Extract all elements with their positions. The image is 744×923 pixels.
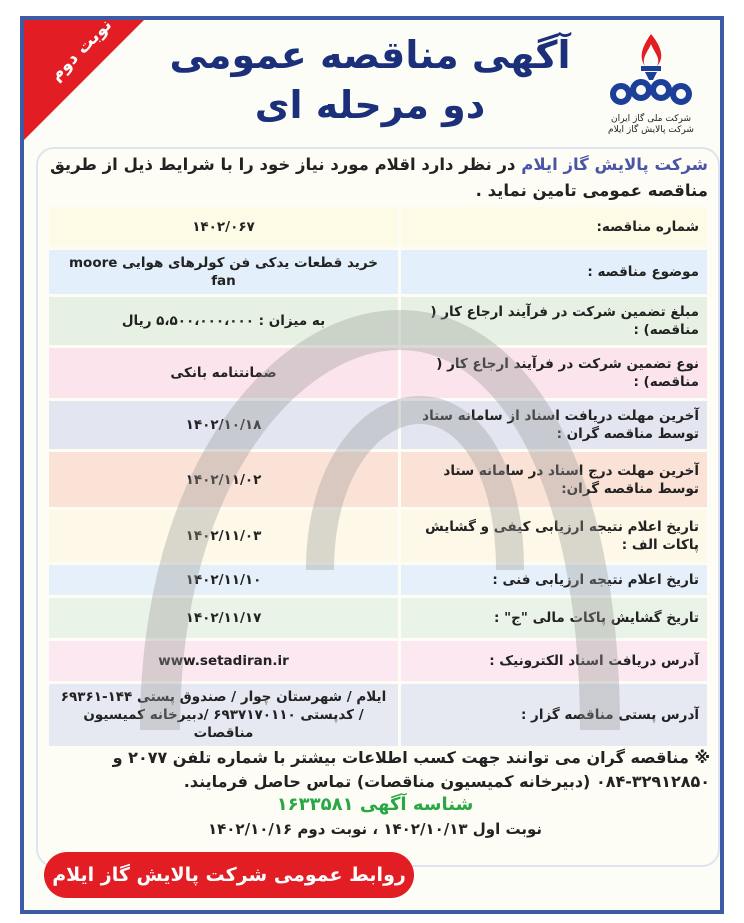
row-label: مبلغ تضمین شرکت در فرآیند ارجاع کار ( مناقصه) : [401,297,707,345]
table-row [49,565,707,595]
table-row [49,250,707,294]
badge-text: نوبت دوم [45,14,117,86]
row-value: خرید قطعات یدکی فن کولرهای هوایی moore fan [49,250,398,294]
row-label: آخرین مهلت دریافت اسناد از سامانه ستاد توسط مناقصه گران : [401,401,707,449]
row-label: تاریخ اعلام نتیجه ارزیابی کیفی و گشایش پاکات الف : [401,510,707,562]
row-label: موضوع مناقصه : [401,250,707,294]
intro-company: شرکت پالایش گاز ایلام [521,155,708,174]
publish-dates: نوبت اول ۱۴۰۲/۱۰/۱۳ ، نوبت دوم ۱۴۰۲/۱۰/۱۶ [207,820,543,838]
page-title [150,30,590,130]
row-value: ۱۴۰۲/۱۰/۱۸ [49,401,398,449]
ad-id: شناسه آگهی ۱۶۳۳۵۸۱ [276,794,474,815]
row-value: www.setadiran.ir [49,641,398,681]
row-label: آدرس دریافت اسناد الکترونیک : [401,641,707,681]
row-value: ضمانتنامه بانکی [49,348,398,398]
contact-note: ※ مناقصه گران می توانند جهت کسب اطلاعات بیشتر با شماره تلفن ۲۰۷۷ و ۳۲۹۱۲۸۵۰-۰۸۴ (دبیرخانه کمیسیون مناقصات) تماس حاصل فرمایند. [112,748,710,791]
table-row [49,598,707,638]
row-label: تاریخ اعلام نتیجه ارزیابی فنی : [401,565,707,595]
table-row [49,510,707,562]
row-label: آخرین مهلت درج اسناد در سامانه ستاد توسط مناقصه گران: [401,452,707,507]
row-value: ۱۴۰۲/۱۱/۰۲ [49,452,398,507]
row-value: ۱۴۰۲/۱۱/۱۷ [49,598,398,638]
row-label: تاریخ گشایش پاکات مالی "ج" : [401,598,707,638]
row-value: ۱۴۰۲/۰۶۷ [49,207,398,247]
title-line-1: آگهی مناقصه عمومی [169,33,571,77]
row-label: آدرس پستی مناقصه گزار : [401,684,707,746]
table-row [49,452,707,507]
row-label: شماره مناقصه: [401,207,707,247]
table-row [49,207,707,247]
logo-caption-1: شرکت ملی گاز ایران [611,114,691,124]
row-value: ۱۴۰۲/۱۱/۰۳ [49,510,398,562]
flame-logo-icon [601,30,701,110]
title-line-2: دو مرحله ای [254,83,486,127]
intro-paragraph [44,152,708,204]
row-value: ۱۴۰۲/۱۱/۱۰ [49,565,398,595]
logo-caption-2: شرکت پالایش گاز ایلام [608,125,694,135]
row-label: نوع تضمین شرکت در فرآیند ارجاع کار ( مناقصه) : [401,348,707,398]
row-value: به میزان : ۵،۵۰۰،۰۰۰،۰۰۰ ریال [49,297,398,345]
table-row [49,641,707,681]
table-row [49,401,707,449]
intro-text: در نظر دارد اقلام مورد نیاز خود را با شرایط ذیل از طریق مناقصه عمومی تامین نماید . [50,155,708,200]
row-value: ایلام / شهرستان چوار / صندوق پستی ۱۴۴-۶۹۳۶۱ / کدپستی ۶۹۳۷۱۷۰۱۱۰ /دبیرخانه کمیسیون مناقصات [49,684,398,746]
company-logo [596,30,706,140]
tender-details-table [46,204,710,749]
table-row [49,348,707,398]
footer-banner: روابط عمومی شرکت پالایش گاز ایلام [44,852,414,898]
table-row [49,684,707,746]
table-row [49,297,707,345]
